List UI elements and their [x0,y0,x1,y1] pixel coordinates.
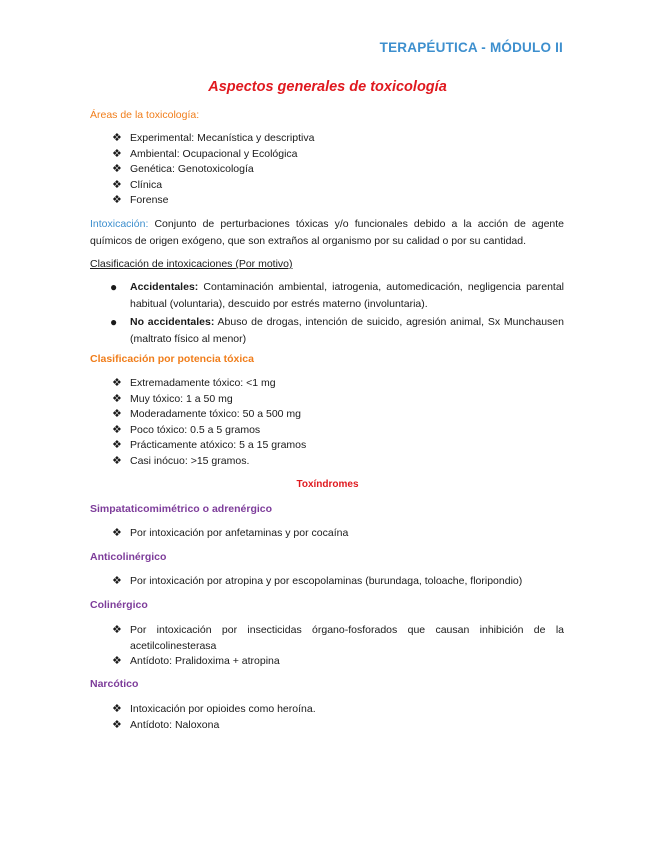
list-item: ❖ Por intoxicación por insecticidas órgano-fosforados que causan inhibición de la acetilcolinesterasa [112,624,564,652]
diamond-bullet-icon: ❖ [112,147,122,160]
module-header: TERAPÉUTICA - MÓDULO II [379,40,563,55]
diamond-bullet-icon: ❖ [112,178,122,191]
diamond-bullet-icon: ❖ [112,132,122,144]
list-item: ❖ Experimental: Mecanística y descriptiva [112,131,572,147]
diamond-bullet-icon: ❖ [112,575,122,587]
diamond-bullet-icon: ❖ [112,408,122,420]
list-item: ❖ Ambiental: Ocupacional y Ecológica [112,147,572,163]
diamond-bullet-icon: ❖ [112,194,122,206]
dot-bullet-icon: ● [110,315,118,329]
areas-list [112,131,572,209]
areas-heading: Áreas de la toxicología: [90,109,200,121]
motivo-heading: Clasificación de intoxicaciones (Por motivo) [90,258,293,270]
intoxicacion-text: Conjunto de perturbaciones tóxicas y/o funcionales debido a la acción de agente químicos de origen exógeno, que son extraños al organismo por su calidad o por su cantidad. [90,218,564,247]
list-item: ❖ Genética: Genotoxicología [112,162,572,178]
diamond-bullet-icon: ❖ [112,439,122,451]
list-item: ❖ Intoxicación por opioides como heroína. [112,702,564,718]
list-item: ❖ Por intoxicación por anfetaminas y por cocaína [112,526,564,542]
anticolinergico-list [112,574,572,590]
list-item: ❖ Moderadamente tóxico: 50 a 500 mg [112,407,572,423]
motivo-list [108,279,564,348]
list-item: ❖ Muy tóxico: 1 a 50 mg [112,392,572,408]
list-item: ● No accidentales: Abuso de drogas, intención de suicido, agresión animal, Sx Munchausen (maltrato físico al menor) [110,315,564,345]
diamond-bullet-icon: ❖ [112,392,122,405]
diamond-bullet-icon: ❖ [112,655,122,667]
list-item: ❖ Antídoto: Pralidoxima + atropina [112,654,564,670]
list-item: ● Accidentales: Contaminación ambiental, iatrogenia, automedicación, negligencia parental habitual (voluntaria), descuido por estrés materno (involuntaria). [110,280,565,310]
potencia-list [112,376,572,469]
intoxicacion-label: Intoxicación: [90,218,149,230]
toxindromes-heading: Toxíndromes [296,479,359,490]
diamond-bullet-icon: ❖ [112,454,122,467]
list-item: ❖ Casi inócuo: >15 gramos. [112,454,572,470]
list-item: ❖ Por intoxicación por atropina y por escopolaminas (burundaga, toloache, floripondio) [112,574,572,590]
list-item: ❖ Forense [112,193,572,209]
diamond-bullet-icon: ❖ [112,703,122,715]
simpatico-heading: Simpataticomimétrico o adrenérgico [90,503,273,515]
diamond-bullet-icon: ❖ [112,624,122,636]
list-item: ❖ Extremadamente tóxico: <1 mg [112,376,572,392]
list-item: ❖ Clínica [112,178,572,194]
dot-bullet-icon: ● [110,280,118,294]
diamond-bullet-icon: ❖ [112,377,122,389]
list-item: ❖ Poco tóxico: 0.5 a 5 gramos [112,423,572,439]
list-item: ❖ Prácticamente atóxico: 5 a 15 gramos [112,438,572,454]
simpatico-list [112,526,564,542]
diamond-bullet-icon: ❖ [112,527,122,539]
colinergico-list [112,622,564,670]
diamond-bullet-icon: ❖ [112,718,122,731]
diamond-bullet-icon: ❖ [112,423,122,436]
potencia-heading: Clasificación por potencia tóxica [90,353,254,365]
intoxicacion-definition [90,216,564,249]
diamond-bullet-icon: ❖ [112,163,122,175]
colinergico-heading: Colinérgico [90,599,148,611]
narcotico-list [112,702,564,733]
list-item: ❖ Antídoto: Naloxona [112,718,564,734]
anticolinergico-heading: Anticolinérgico [90,551,167,563]
page-title: Aspectos generales de toxicología [208,79,447,95]
narcotico-heading: Narcótico [90,678,139,690]
